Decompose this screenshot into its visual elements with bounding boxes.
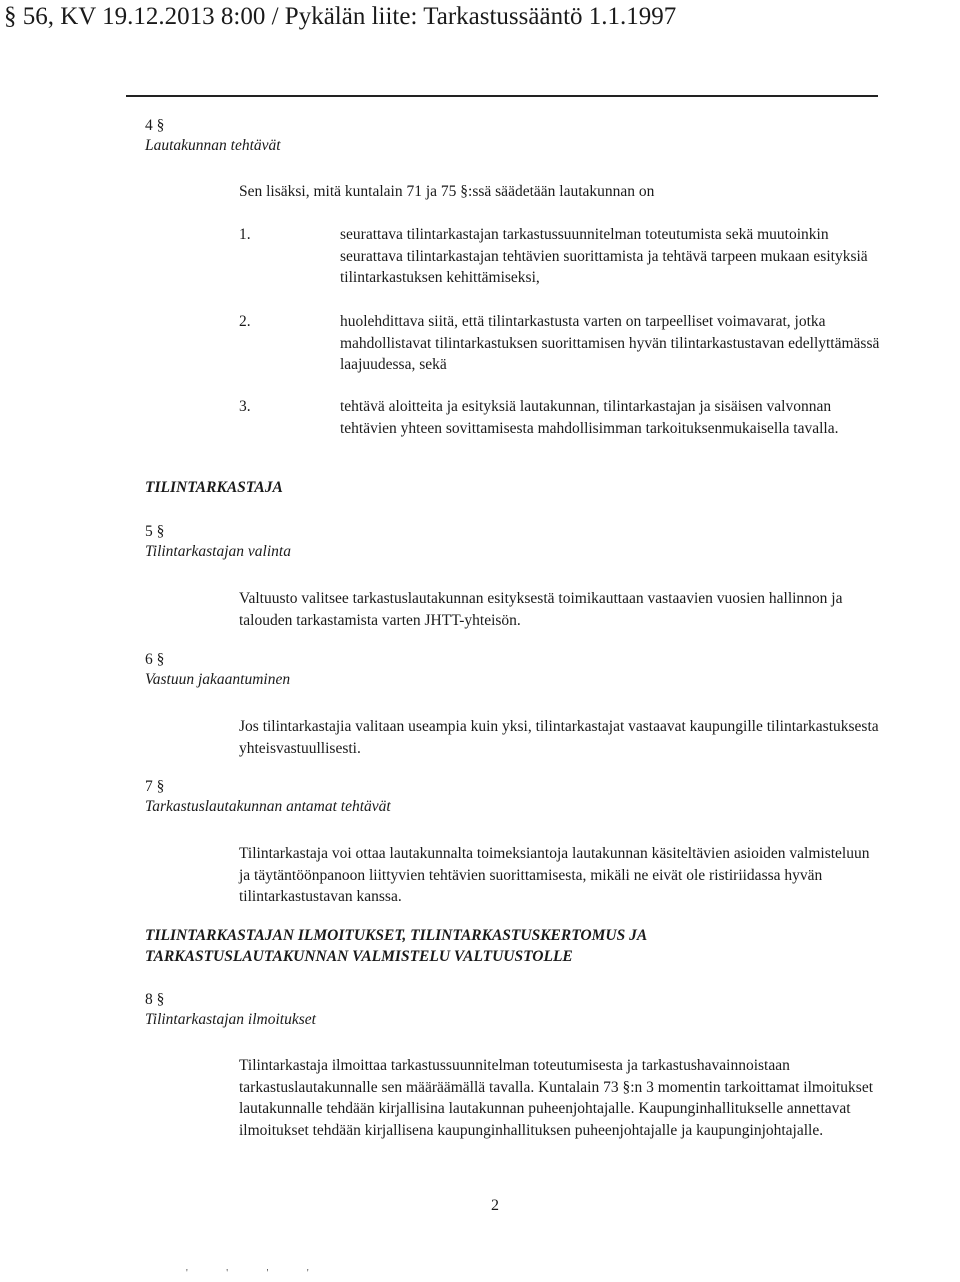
chapter-heading-line-1: TILINTARKASTAJAN ILMOITUKSET, TILINTARKASTUSKERTOMUS JA	[145, 927, 648, 944]
section-8-number: 8 §	[145, 991, 165, 1008]
section-4-intro: Sen lisäksi, mitä kuntalain 71 ja 75 §:ssä säädetään lautakunnan on	[239, 183, 655, 200]
section-6-title: Vastuun jakaantuminen	[145, 671, 291, 688]
section-6-text: Jos tilintarkastajia valitaan useampia kuin yksi, tilintarkastajat vastaavat kaupungille tilintarkastuksesta yhteisvastuullisesti.	[239, 718, 879, 757]
section-4-title: Lautakunnan tehtävät	[145, 137, 281, 154]
section-8-title: Tilintarkastajan ilmoitukset	[145, 1011, 316, 1028]
section-6-number: 6 §	[145, 651, 165, 668]
section-8-text: Tilintarkastaja ilmoittaa tarkastussuunnitelman toteutumisesta ja tarkastushavainnoistaan tarkastuslautakunnalle sen määräämällä tavalla. Kuntalain 73 §:n 3 momentin tarkoittamat ilmoitukset lautakunnalle tehdään kirjallisina lautakunnan puheenjohtajalle. Kaupunginhallitukselle annettavat ilmoitukset tehdään kirjallisena kaupunginhallituksen puheenjohtajalle ja kaupunginjohtajalle.	[239, 1057, 874, 1139]
list-item-number: 3.	[239, 398, 251, 415]
page-header: § 56, KV 19.12.2013 8:00 / Pykälän liite: Tarkastussääntö 1.1.1997	[4, 3, 677, 30]
section-5-text: Valtuusto valitsee tarkastuslautakunnan esityksestä toimikauttaan vastaavien vuosien hallinnon ja talouden tarkastamista varten JHTT-yhteisön.	[239, 590, 843, 629]
header-rule	[126, 95, 878, 97]
chapter-heading-line-2: TARKASTUSLAUTAKUNNAN VALMISTELU VALTUUSTOLLE	[145, 948, 573, 965]
section-7-number: 7 §	[145, 778, 165, 795]
section-5-number: 5 §	[145, 523, 165, 540]
list-item-number: 2.	[239, 313, 251, 330]
section-4-number: 4 §	[145, 117, 165, 134]
scan-marks: ' ' ' '	[186, 1268, 327, 1279]
list-item-text: seurattava tilintarkastajan tarkastussuunnitelman toteutumista sekä muutoinkin seurattava tilintarkastajan tehtävien suorittamista ja tehtävä tarpeen mukaan esityksiä tilintarkastuksen kehittämiseksi,	[340, 226, 868, 286]
list-item-text: huolehdittava siitä, että tilintarkastusta varten on tarpeelliset voimavarat, jotka mahdollistavat tilintarkastuksen suorittamisen hyvän tilintarkastustavan edellyttämässä laajuudessa, sekä	[340, 313, 880, 373]
page-number: 2	[491, 1197, 499, 1214]
list-item-number: 1.	[239, 226, 251, 243]
section-5-title: Tilintarkastajan valinta	[145, 543, 291, 560]
chapter-heading: TILINTARKASTAJA	[145, 479, 283, 496]
list-item-text: tehtävä aloitteita ja esityksiä lautakunnan, tilintarkastajan ja sisäisen valvonnan tehtävien yhteen sovittamisesta mahdollisimman tarkoituksenmukaisella tavalla.	[340, 398, 839, 437]
section-7-text: Tilintarkastaja voi ottaa lautakunnalta toimeksiantoja lautakunnan käsiteltävien asioiden valmisteluun ja täytäntöönpanoon liittyvien tehtävien suorittamisesta, mikäli ne eivät ole ristiriidassa hyvän tilintarkastustavan kanssa.	[239, 845, 870, 905]
section-7-title: Tarkastuslautakunnan antamat tehtävät	[145, 798, 391, 815]
